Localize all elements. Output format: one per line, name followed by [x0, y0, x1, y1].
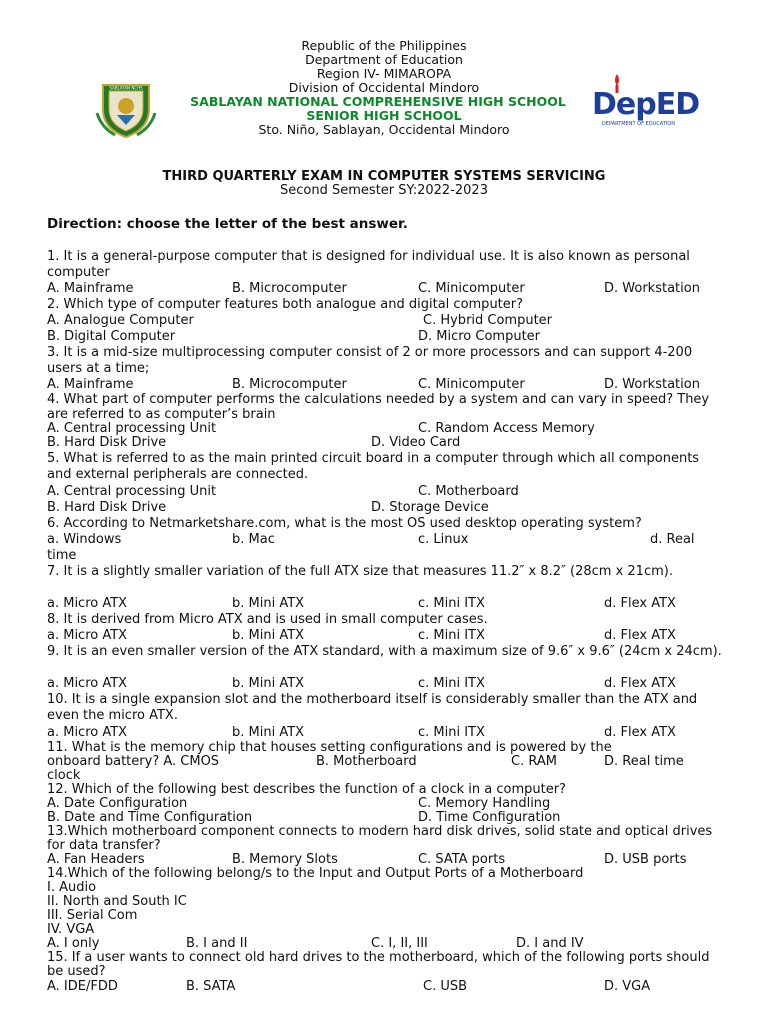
- question-14-text: 14.Which of the following belong/s to the Input and Output Ports of a Motherboard: [47, 866, 584, 881]
- header-line-region: Region IV- MIMAROPA: [316, 66, 452, 81]
- question-6-text: 6. According to Netmarketshare.com, what is the most OS used desktop operating system?: [47, 516, 642, 531]
- q11-option-d-wrap: clock: [47, 768, 81, 783]
- q12-option-c[interactable]: C. Memory Handling: [418, 796, 551, 811]
- q13-option-d[interactable]: D. USB ports: [604, 852, 687, 867]
- q14-item-2: II. North and South IC: [47, 894, 187, 909]
- question-8-text: 8. It is derived from Micro ATX and is used in small computer cases.: [47, 612, 488, 627]
- q12-option-b[interactable]: B. Date and Time Configuration: [47, 810, 253, 825]
- q14-option-d[interactable]: D. I and IV: [516, 936, 584, 951]
- deped-caption: DEPARTMENT OF EDUCATION: [602, 121, 675, 127]
- q6-option-d[interactable]: d. Real: [650, 532, 695, 547]
- q14-item-3: III. Serial Com: [47, 908, 138, 923]
- q5-option-d[interactable]: D. Storage Device: [371, 500, 489, 515]
- header-line-department: Department of Education: [305, 52, 463, 67]
- q12-option-a[interactable]: A. Date Configuration: [47, 796, 188, 811]
- q8-option-d[interactable]: d. Flex ATX: [604, 628, 676, 643]
- q13-option-b[interactable]: B. Memory Slots: [232, 852, 338, 867]
- q7-option-a[interactable]: a. Micro ATX: [47, 596, 128, 611]
- q15-option-c[interactable]: C. USB: [423, 979, 468, 994]
- seal-text: SABLAYAN NCHS: [109, 85, 143, 91]
- q5-option-c[interactable]: C. Motherboard: [418, 484, 519, 499]
- q14-item-1: I. Audio: [47, 880, 97, 895]
- school-subtitle: SENIOR HIGH SCHOOL: [306, 108, 462, 123]
- header-line-republic: Republic of the Philippines: [301, 38, 467, 53]
- q9-option-a[interactable]: a. Micro ATX: [47, 676, 128, 691]
- q4-option-c[interactable]: C. Random Access Memory: [418, 421, 595, 436]
- q2-option-d[interactable]: D. Micro Computer: [418, 329, 541, 344]
- question-12-text: 12. Which of the following best describes the function of a clock in a computer?: [47, 782, 566, 797]
- question-3-text: 3. It is a mid-size multiprocessing computer consist of 2 or more processors and can support 4-200 users at a time;: [47, 345, 693, 376]
- exam-subtitle: Second Semester SY:2022-2023: [280, 183, 488, 198]
- q10-option-c[interactable]: c. Mini ITX: [418, 725, 485, 740]
- question-7-text: 7. It is a slightly smaller variation of the full ATX size that measures 11.2″ x 8.2″ (28cm x 21cm).: [47, 564, 673, 579]
- q7-option-b[interactable]: b. Mini ATX: [232, 596, 305, 611]
- question-11-text: 11. What is the memory chip that houses setting configurations and is powered by the: [47, 740, 612, 755]
- q15-option-a[interactable]: A. IDE/FDD: [47, 979, 118, 994]
- q8-option-c[interactable]: c. Mini ITX: [418, 628, 485, 643]
- q15-option-d[interactable]: D. VGA: [604, 979, 651, 994]
- question-9-text: 9. It is an even smaller version of the ATX standard, with a maximum size of 9.6″ x 9.6″ (24cm x 24cm).: [47, 644, 722, 659]
- question-5-text: 5. What is referred to as the main printed circuit board in a computer through which all components and external peripherals are connected.: [47, 451, 700, 482]
- q14-item-4: IV. VGA: [47, 922, 95, 937]
- q2-option-b[interactable]: B. Digital Computer: [47, 329, 176, 344]
- question-10-text: 10. It is a single expansion slot and the motherboard itself is considerably smaller than the ATX and even the micro ATX.: [47, 692, 698, 723]
- question-15-text: 15. If a user wants to connect old hard drives to the motherboard, which of the following ports should be used?: [47, 950, 710, 979]
- q7-option-d[interactable]: d. Flex ATX: [604, 596, 676, 611]
- q5-option-b[interactable]: B. Hard Disk Drive: [47, 500, 167, 515]
- q11-option-d[interactable]: D. Real time: [604, 754, 684, 769]
- q1-option-a[interactable]: A. Mainframe: [47, 281, 134, 296]
- q4-option-a[interactable]: A. Central processing Unit: [47, 421, 217, 436]
- q11-text-option-a[interactable]: onboard battery? A. CMOS: [47, 754, 220, 769]
- header-line-division: Division of Occidental Mindoro: [288, 80, 480, 95]
- question-13-text: 13.Which motherboard component connects to modern hard disk drives, solid state and optical drives for data transfer?: [47, 824, 713, 853]
- q14-option-a[interactable]: A. I only: [47, 936, 100, 951]
- q11-option-b[interactable]: B. Motherboard: [316, 754, 417, 769]
- q8-option-a[interactable]: a. Micro ATX: [47, 628, 128, 643]
- q10-option-a[interactable]: a. Micro ATX: [47, 725, 128, 740]
- q9-option-b[interactable]: b. Mini ATX: [232, 676, 305, 691]
- q8-option-b[interactable]: b. Mini ATX: [232, 628, 305, 643]
- q11-option-c[interactable]: C. RAM: [511, 754, 557, 769]
- q3-option-b[interactable]: B. Microcomputer: [232, 377, 347, 392]
- q1-option-b[interactable]: B. Microcomputer: [232, 281, 347, 296]
- school-name: SABLAYAN NATIONAL COMPREHENSIVE HIGH SCHOOL: [190, 94, 566, 109]
- q14-option-b[interactable]: B. I and II: [186, 936, 248, 951]
- q10-option-d[interactable]: d. Flex ATX: [604, 725, 676, 740]
- q9-option-d[interactable]: d. Flex ATX: [604, 676, 676, 691]
- q6-option-b[interactable]: b. Mac: [232, 532, 275, 547]
- exam-direction: Direction: choose the letter of the best answer.: [47, 216, 408, 232]
- deped-logo: [592, 70, 700, 130]
- exam-title: THIRD QUARTERLY EXAM IN COMPUTER SYSTEMS SERVICING: [162, 169, 606, 184]
- q7-option-c[interactable]: c. Mini ITX: [418, 596, 485, 611]
- q15-option-b[interactable]: B. SATA: [186, 979, 236, 994]
- q9-option-c[interactable]: c. Mini ITX: [418, 676, 485, 691]
- q2-option-c[interactable]: C. Hybrid Computer: [423, 313, 553, 328]
- q14-option-c[interactable]: C. I, II, III: [371, 936, 428, 951]
- question-2-text: 2. Which type of computer features both analogue and digital computer?: [47, 297, 524, 312]
- q2-option-a[interactable]: A. Analogue Computer: [47, 313, 194, 328]
- q1-option-c[interactable]: C. Minicomputer: [418, 281, 525, 296]
- q4-option-d[interactable]: D. Video Card: [371, 435, 461, 450]
- deped-wordmark: DepED: [592, 87, 700, 122]
- q6-option-d-wrap: time: [47, 548, 77, 563]
- q3-option-a[interactable]: A. Mainframe: [47, 377, 134, 392]
- q3-option-d[interactable]: D. Workstation: [604, 377, 700, 392]
- question-4-text: 4. What part of computer performs the calculations needed by a system and can vary in speed? They are referred to as computer’s brain: [47, 392, 710, 422]
- q3-option-c[interactable]: C. Minicomputer: [418, 377, 525, 392]
- q6-option-a[interactable]: a. Windows: [47, 532, 122, 547]
- q5-option-a[interactable]: A. Central processing Unit: [47, 484, 217, 499]
- q1-option-d[interactable]: D. Workstation: [604, 281, 700, 296]
- q13-option-a[interactable]: A. Fan Headers: [47, 852, 145, 867]
- q12-option-d[interactable]: D. Time Configuration: [418, 810, 561, 825]
- q4-option-b[interactable]: B. Hard Disk Drive: [47, 435, 167, 450]
- q6-option-c[interactable]: c. Linux: [418, 532, 469, 547]
- school-address: Sto. Niño, Sablayan, Occidental Mindoro: [258, 122, 510, 137]
- q13-option-c[interactable]: C. SATA ports: [418, 852, 506, 867]
- question-1-text: 1. It is a general-purpose computer that is designed for individual use. It is also known as personal computer: [47, 249, 690, 280]
- q10-option-b[interactable]: b. Mini ATX: [232, 725, 305, 740]
